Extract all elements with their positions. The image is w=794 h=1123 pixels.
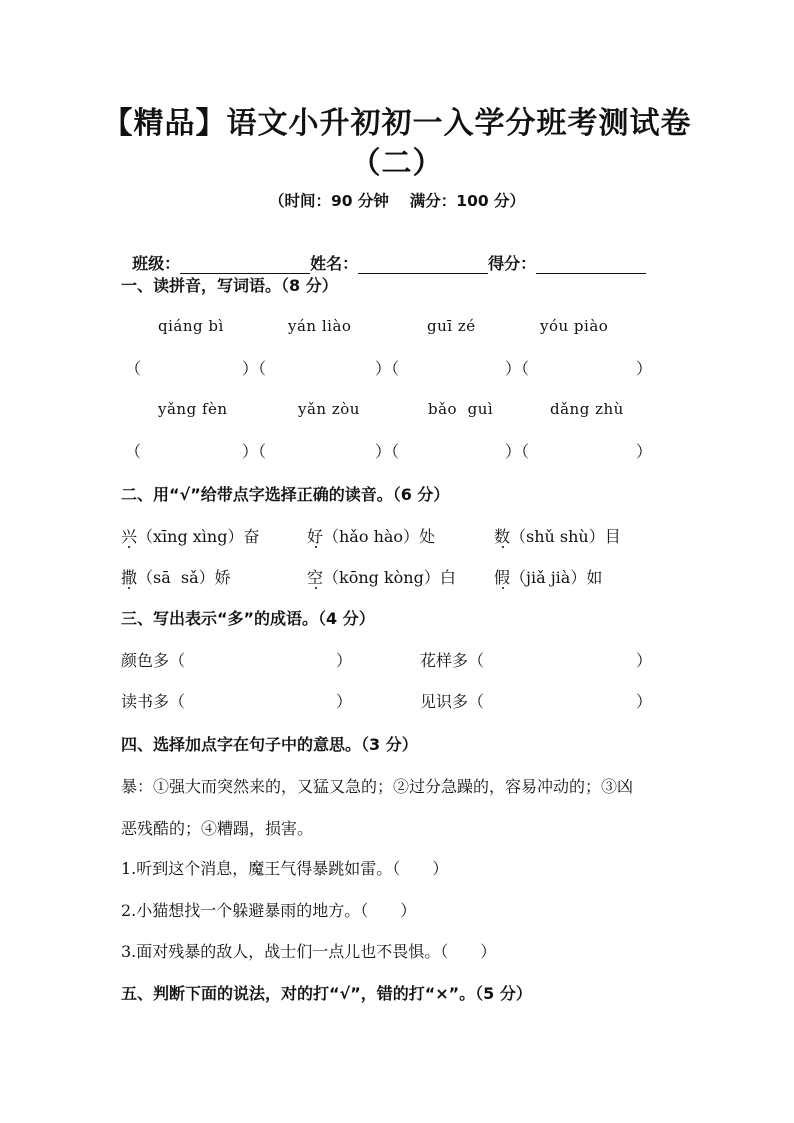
emphasis-dot [128, 587, 130, 589]
definition-line: 暴：①强大而突然来的，又猛又急的；②过分急躁的，容易冲动的；③凶 [121, 777, 634, 796]
pinyin-item: yán liào [288, 317, 352, 335]
question-item: 2.小猫想找一个躲避暴雨的地方。（ ） [121, 901, 417, 920]
reading-item: 空（kōng kòng）白 [307, 568, 456, 587]
answer-paren-close: ） [636, 442, 653, 461]
idiom-paren-close: ） [336, 692, 353, 711]
answer-paren-open: （ [125, 442, 142, 461]
name-label: 姓名： [310, 254, 359, 273]
score-label: 得分： [488, 254, 537, 273]
name-blank[interactable] [358, 255, 488, 274]
answer-paren-mid: ）（ [242, 442, 267, 461]
pinyin-item: yǎng fèn [158, 400, 228, 418]
idiom-prompt: 读书多（ [121, 692, 186, 711]
section-2-heading: 二、用“√”给带点字选择正确的读音。（6 分） [121, 485, 450, 504]
reading-item: 撒（sā sǎ）娇 [121, 568, 231, 587]
question-item: 3.面对残暴的敌人，战士们一点儿也不畏惧。（ ） [121, 942, 497, 961]
page-title-suffix: （二） [350, 146, 444, 181]
reading-item: 数（shǔ shù）目 [494, 527, 621, 546]
pinyin-item: dǎng zhù [550, 400, 624, 418]
idiom-paren-close: ） [336, 651, 353, 670]
reading-item: 好（hǎo hào）处 [307, 527, 436, 546]
idiom-prompt: 花样多（ [420, 651, 485, 670]
reading-item: 兴（xīng xìng）奋 [121, 527, 260, 546]
emphasis-dot [502, 546, 504, 548]
emphasis-dot [128, 546, 130, 548]
emphasis-dot [315, 546, 317, 548]
section-5-heading: 五、判断下面的说法，对的打“√”，错的打“×”。（5 分） [121, 984, 532, 1003]
answer-paren-open: （ [125, 359, 142, 378]
page-title: 【精品】语文小升初初一入学分班考测试卷 [102, 106, 692, 141]
pinyin-item: yóu piào [540, 317, 609, 335]
definition-line: 恶残酷的；④糟蹋，损害。 [121, 819, 314, 838]
answer-paren-mid: ）（ [505, 359, 530, 378]
answer-paren-mid: ）（ [375, 442, 400, 461]
question-item: 1.听到这个消息，魔王气得暴跳如雷。（ ） [121, 859, 449, 878]
idiom-paren-close: ） [636, 651, 653, 670]
answer-paren-mid: ）（ [242, 359, 267, 378]
answer-paren-mid: ）（ [375, 359, 400, 378]
answer-paren-close: ） [636, 359, 653, 378]
emphasis-dot [315, 587, 317, 589]
pinyin-item: yǎn zòu [298, 400, 360, 418]
section-3-heading: 三、写出表示“多”的成语。（4 分） [121, 609, 375, 628]
class-blank[interactable] [180, 255, 310, 274]
section-4-heading: 四、选择加点字在句子中的意思。（3 分） [121, 735, 418, 754]
emphasis-dot [502, 587, 504, 589]
class-label: 班级： [132, 254, 181, 273]
idiom-prompt: 颜色多（ [121, 651, 186, 670]
answer-paren-mid: ）（ [505, 442, 530, 461]
exam-meta: （时间：90 分钟 满分：100 分） [268, 192, 526, 210]
idiom-prompt: 见识多（ [420, 692, 485, 711]
pinyin-item: bǎo guì [428, 400, 494, 418]
section-1-heading: 一、读拼音，写词语。（8 分） [121, 276, 338, 295]
pinyin-item: qiáng bì [158, 317, 224, 335]
reading-item: 假（jiǎ jià）如 [494, 568, 603, 587]
class-field[interactable] [121, 232, 646, 274]
idiom-paren-close: ） [636, 692, 653, 711]
score-blank[interactable] [536, 255, 646, 274]
pinyin-item: guī zé [427, 317, 476, 335]
